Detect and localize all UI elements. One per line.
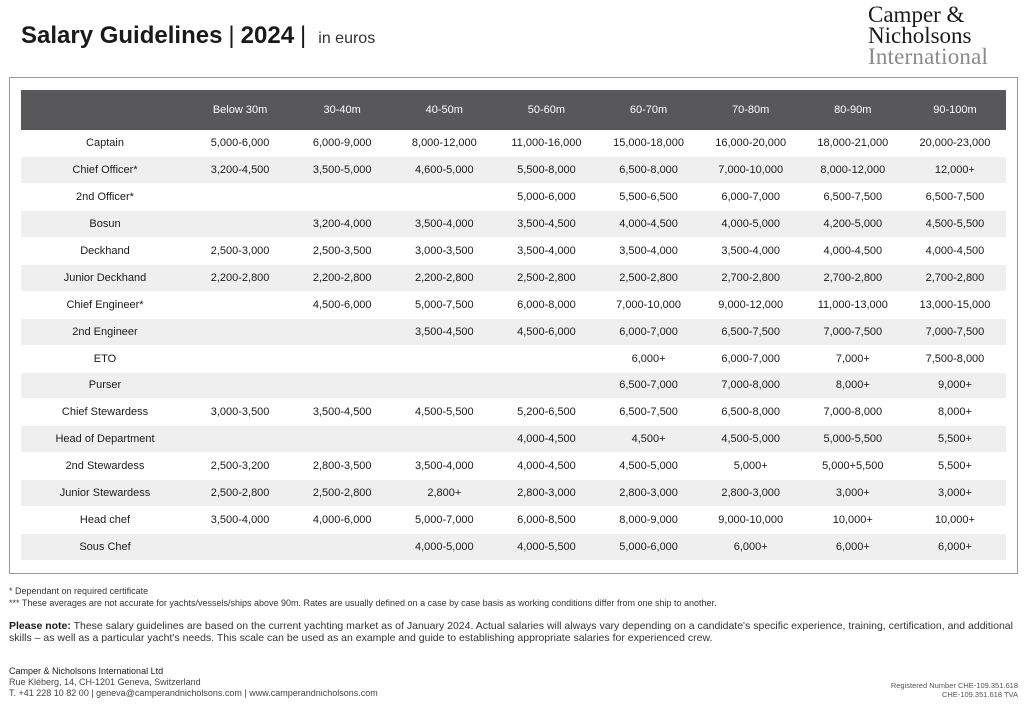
please-note (9, 620, 1021, 644)
salary-cell: 6,000+ (904, 533, 1006, 560)
row-role: Junior Deckhand (21, 264, 189, 291)
salary-cell: 7,500-8,000 (904, 345, 1006, 372)
footer-registration (891, 681, 1018, 699)
salary-cell: 15,000-18,000 (598, 130, 700, 157)
footnote-certificate: * Dependant on required certificate (9, 586, 149, 596)
row-role: Purser (21, 372, 189, 399)
salary-cell (393, 184, 495, 211)
row-role: Sous Chef (21, 533, 189, 560)
table-row (21, 130, 1006, 157)
table-row (21, 264, 1006, 291)
please-note-text: These salary guidelines are based on the current yachting market as of January 2024. Actual salaries will always vary depending on a candidate's specific experience, training, certification, and additional skills – as well as a particular yacht's needs. This scale can be used as an example and guide to establishing appropriate salaries for experienced crew. (9, 620, 1013, 644)
table-row (21, 453, 1006, 480)
salary-cell: 3,500-4,000 (700, 238, 802, 265)
salary-cell: 3,200-4,500 (189, 157, 291, 184)
salary-cell: 6,000-9,000 (291, 130, 393, 157)
salary-cell: 4,000-4,500 (495, 426, 597, 453)
salary-cell: 5,500-8,000 (495, 157, 597, 184)
salary-cell: 4,000-5,000 (700, 211, 802, 238)
salary-cell: 6,000-7,000 (700, 184, 802, 211)
salary-cell: 3,500-4,000 (393, 211, 495, 238)
salary-cell: 12,000+ (904, 157, 1006, 184)
table-row (21, 157, 1006, 184)
salary-cell: 6,500-7,500 (802, 184, 904, 211)
row-role: Head of Department (21, 426, 189, 453)
row-role: Junior Stewardess (21, 480, 189, 507)
salary-cell: 4,000-6,000 (291, 506, 393, 533)
salary-cell: 16,000-20,000 (700, 130, 802, 157)
row-role: 2nd Officer* (21, 184, 189, 211)
salary-cell: 2,700-2,800 (700, 264, 802, 291)
salary-cell: 4,000-5,000 (393, 533, 495, 560)
salary-cell: 3,500-4,000 (495, 238, 597, 265)
salary-cell: 8,000-9,000 (598, 506, 700, 533)
salary-cell (189, 291, 291, 318)
row-role: Bosun (21, 211, 189, 238)
title-separator: | (228, 22, 235, 49)
table-header-row (21, 90, 1006, 130)
footer-registered-number: Registered Number CHE-109.351.618 (890, 681, 1018, 690)
salary-cell: 9,000-12,000 (700, 291, 802, 318)
salary-cell: 4,600-5,000 (393, 157, 495, 184)
salary-cell: 6,500-7,500 (904, 184, 1006, 211)
salary-cell (189, 372, 291, 399)
salary-cell: 2,500-2,800 (495, 264, 597, 291)
footer-contact-line: T. +41 228 10 82 00 | geneva@camperandnicholsons.com | www.camperandnicholsons.com (9, 688, 378, 698)
salary-cell: 4,500-5,000 (700, 426, 802, 453)
header-cell-role (21, 90, 189, 130)
salary-cell: 2,700-2,800 (904, 264, 1006, 291)
row-role: Chief Officer* (21, 157, 189, 184)
please-note-label: Please note: (9, 620, 71, 632)
table-row (21, 399, 1006, 426)
table-body (21, 130, 1006, 560)
salary-cell: 20,000-23,000 (904, 130, 1006, 157)
salary-cell: 3,000-3,500 (393, 238, 495, 265)
salary-cell: 3,200-4,000 (291, 211, 393, 238)
header-cell: 50-60m (527, 104, 566, 116)
header-cell: 60-70m (629, 104, 668, 116)
salary-cell: 6,000+ (598, 345, 700, 372)
salary-cell: 9,000-10,000 (700, 506, 802, 533)
salary-cell (189, 533, 291, 560)
salary-cell: 2,800+ (393, 480, 495, 507)
table-row (21, 211, 1006, 238)
row-role: Chief Engineer* (21, 291, 189, 318)
salary-cell: 4,500-5,000 (598, 453, 700, 480)
salary-cell: 3,000+ (904, 480, 1006, 507)
salary-cell: 9,000+ (904, 372, 1006, 399)
salary-cell: 5,500-6,500 (598, 184, 700, 211)
salary-cell: 5,000-5,500 (802, 426, 904, 453)
salary-cell (393, 372, 495, 399)
salary-cell: 18,000-21,000 (802, 130, 904, 157)
header-cell: 70-80m (732, 104, 770, 116)
salary-cell (495, 345, 597, 372)
salary-cell: 5,000+ (700, 453, 802, 480)
salary-cell: 2,500-2,800 (598, 264, 700, 291)
salary-cell: 6,500-8,000 (700, 399, 802, 426)
salary-cell: 7,000-7,500 (904, 318, 1006, 345)
logo-line-1: Camper & (868, 2, 965, 27)
salary-cell: 2,500-3,200 (189, 453, 291, 480)
logo-line-3: International (868, 44, 989, 69)
footer-tva: CHE-109.351.618 TVA (941, 690, 1018, 699)
salary-cell: 2,500-2,800 (291, 480, 393, 507)
footnote-averages: *** These averages are not accurate for yachts/vessels/ships above 90m. Rates are usually defined on a case by case basis as working conditions differ from one ship to another. (9, 598, 717, 608)
salary-cell (393, 426, 495, 453)
salary-cell: 2,800-3,000 (700, 480, 802, 507)
salary-cell: 2,500-3,500 (291, 238, 393, 265)
title-separator-2: | (300, 22, 307, 49)
salary-cell: 5,000-6,000 (495, 184, 597, 211)
salary-cell (189, 211, 291, 238)
salary-cell (291, 345, 393, 372)
salary-cell: 4,000-4,500 (598, 211, 700, 238)
salary-cell: 7,000+ (802, 345, 904, 372)
salary-cell: 6,000-8,500 (495, 506, 597, 533)
salary-cell (495, 372, 597, 399)
salary-cell: 4,000-4,500 (495, 453, 597, 480)
salary-cell: 2,200-2,800 (291, 264, 393, 291)
salary-cell: 7,000-8,000 (802, 399, 904, 426)
salary-cell: 10,000+ (802, 506, 904, 533)
footnotes (9, 585, 1019, 609)
salary-cell: 3,500-4,500 (495, 211, 597, 238)
salary-cell: 2,500-3,000 (189, 238, 291, 265)
table-row (21, 291, 1006, 318)
salary-cell: 6,000-7,000 (700, 345, 802, 372)
salary-cell: 4,500+ (598, 426, 700, 453)
salary-cell: 4,500-6,000 (291, 291, 393, 318)
table-row (21, 506, 1006, 533)
salary-cell: 2,200-2,800 (393, 264, 495, 291)
salary-cell (291, 184, 393, 211)
salary-cell: 5,500+ (904, 426, 1006, 453)
salary-cell: 6,000-7,000 (598, 318, 700, 345)
salary-cell: 8,000+ (904, 399, 1006, 426)
salary-cell (189, 318, 291, 345)
salary-cell: 3,500-5,000 (291, 157, 393, 184)
row-role: Chief Stewardess (21, 399, 189, 426)
salary-cell: 6,000-8,000 (495, 291, 597, 318)
salary-cell: 7,000-8,000 (700, 372, 802, 399)
row-role: 2nd Engineer (21, 318, 189, 345)
table-row (21, 238, 1006, 265)
salary-cell: 2,700-2,800 (802, 264, 904, 291)
header-cell: Below 30m (212, 104, 268, 116)
title-year: 2024 (240, 22, 295, 49)
salary-cell: 5,000-6,000 (598, 533, 700, 560)
salary-cell (189, 345, 291, 372)
salary-cell: 3,000+ (802, 480, 904, 507)
salary-cell: 3,000-3,500 (189, 399, 291, 426)
salary-cell: 5,000-6,000 (189, 130, 291, 157)
salary-cell: 4,000-5,500 (495, 533, 597, 560)
salary-cell: 11,000-16,000 (495, 130, 597, 157)
table-row (21, 345, 1006, 372)
salary-cell: 2,800-3,000 (598, 480, 700, 507)
salary-cell: 4,500-5,500 (904, 211, 1006, 238)
salary-cell: 7,000-10,000 (598, 291, 700, 318)
salary-cell (291, 372, 393, 399)
salary-cell: 4,000-4,500 (802, 238, 904, 265)
table-row (21, 480, 1006, 507)
salary-table (21, 90, 1006, 561)
salary-cell: 10,000+ (904, 506, 1006, 533)
salary-cell: 5,000-7,000 (393, 506, 495, 533)
salary-cell: 2,200-2,800 (189, 264, 291, 291)
salary-cell: 3,500-4,500 (291, 399, 393, 426)
salary-cell: 4,200-5,000 (802, 211, 904, 238)
salary-cell: 7,000-7,500 (802, 318, 904, 345)
salary-cell: 4,500-6,000 (495, 318, 597, 345)
salary-cell: 3,500-4,500 (393, 318, 495, 345)
salary-cell: 6,500-8,000 (598, 157, 700, 184)
page-title: Salary Guidelines (21, 22, 223, 49)
salary-cell (189, 426, 291, 453)
currency-unit: in euros (318, 30, 376, 47)
salary-cell: 7,000-10,000 (700, 157, 802, 184)
header-cell: 90-100m (933, 104, 977, 116)
logo-line-2: Nicholsons (868, 23, 972, 48)
salary-cell: 2,500-2,800 (189, 480, 291, 507)
row-role: Head chef (21, 506, 189, 533)
salary-cell (189, 184, 291, 211)
header-cell: 40-50m (425, 104, 463, 116)
table-row (21, 533, 1006, 560)
header-cell: 30-40m (323, 104, 361, 116)
salary-cell: 3,500-4,000 (598, 238, 700, 265)
salary-cell: 6,500-7,000 (598, 372, 700, 399)
table-row (21, 184, 1006, 211)
salary-cell: 5,000+5,500 (802, 453, 904, 480)
salary-cell: 5,000-7,500 (393, 291, 495, 318)
table-row (21, 426, 1006, 453)
salary-cell (291, 533, 393, 560)
salary-cell: 6,500-7,500 (598, 399, 700, 426)
page-header (21, 22, 375, 58)
table-row (21, 372, 1006, 399)
salary-cell (291, 318, 393, 345)
salary-cell: 2,800-3,500 (291, 453, 393, 480)
salary-cell: 3,500-4,000 (393, 453, 495, 480)
salary-cell: 8,000+ (802, 372, 904, 399)
salary-cell: 11,000-13,000 (802, 291, 904, 318)
salary-cell: 5,500+ (904, 453, 1006, 480)
footer-contact (9, 666, 378, 699)
salary-cell: 6,500-7,500 (700, 318, 802, 345)
salary-cell: 4,500-5,500 (393, 399, 495, 426)
footer-company: Camper & Nicholsons International Ltd (9, 666, 164, 676)
company-logo (868, 4, 1018, 67)
salary-cell: 6,000+ (700, 533, 802, 560)
header-cell: 80-90m (834, 104, 872, 116)
salary-cell: 4,000-4,500 (904, 238, 1006, 265)
salary-cell: 2,800-3,000 (495, 480, 597, 507)
salary-cell: 5,200-6,500 (495, 399, 597, 426)
footer-address: Rue Kléberg, 14, CH-1201 Geneva, Switzerland (9, 677, 201, 687)
salary-cell: 8,000-12,000 (802, 157, 904, 184)
salary-cell: 8,000-12,000 (393, 130, 495, 157)
salary-cell: 13,000-15,000 (904, 291, 1006, 318)
table-row (21, 318, 1006, 345)
salary-cell: 6,000+ (802, 533, 904, 560)
salary-cell: 3,500-4,000 (189, 506, 291, 533)
row-role: Deckhand (21, 238, 189, 265)
row-role: ETO (21, 345, 189, 372)
salary-cell (393, 345, 495, 372)
row-role: Captain (21, 130, 189, 157)
salary-cell (291, 426, 393, 453)
row-role: 2nd Stewardess (21, 453, 189, 480)
